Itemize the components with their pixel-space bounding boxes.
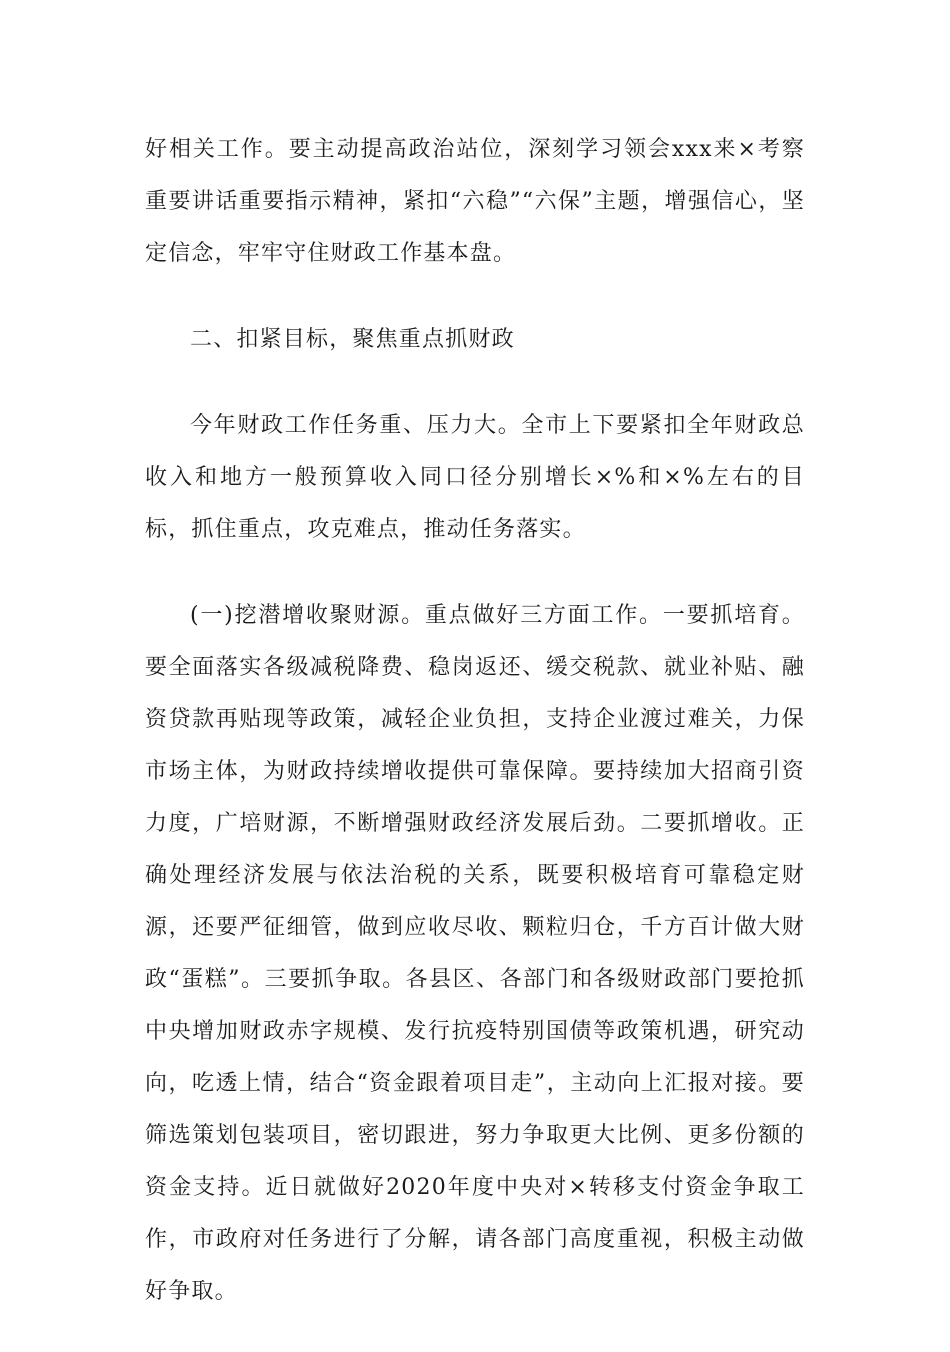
paragraph-continuation: 好相关工作。要主动提高政治站位，深刻学习领会xxx来×考察重要讲话重要指示精神，紧扣“六稳”“六保”主题，增强信心，坚定信念，牢牢守住财政工作基本盘。: [145, 137, 805, 266]
paragraph-targets: 今年财政工作任务重、压力大。全市上下要紧扣全年财政总收入和地方一般预算收入同口径分别增长×%和×%左右的目标，抓住重点，攻克难点，推动任务落实。: [145, 413, 805, 542]
document-body: [145, 124, 805, 1352]
paragraph-revenue-growth: (一)挖潜增收聚财源。重点做好三方面工作。一要抓培育。要全面落实各级减税降费、稳岗返还、缓交税款、就业补贴、融资贷款再贴现等政策，减轻企业负担，支持企业渡过难关，力保市场主体，为财政持续增收提供可靠保障。要持续加大招商引资力度，广培财源，不断增强财政经济发展后劲。二要抓增收。正确处理经济发展与依法治税的关系，既要积极培育可靠稳定财源，还要严征细管，做到应收尽收、颗粒归仓，千方百计做大财政“蛋糕”。三要抓争取。各县区、各部门和各级财政部门要抢抓中央增加财政赤字规模、发行抗疫特别国债等政策机遇，研究动向，吃透上情，结合“资金跟着项目走”，主动向上汇报对接。要筛选策划包装项目，密切跟进，努力争取更大比例、更多份额的资金支持。近日就做好2020年度中央对×转移支付资金争取工作，市政府对任务进行了分解，请各部门高度重视，积极主动做好争取。: [145, 603, 805, 1304]
section-heading: 二、扣紧目标，聚焦重点抓财政: [190, 327, 515, 352]
